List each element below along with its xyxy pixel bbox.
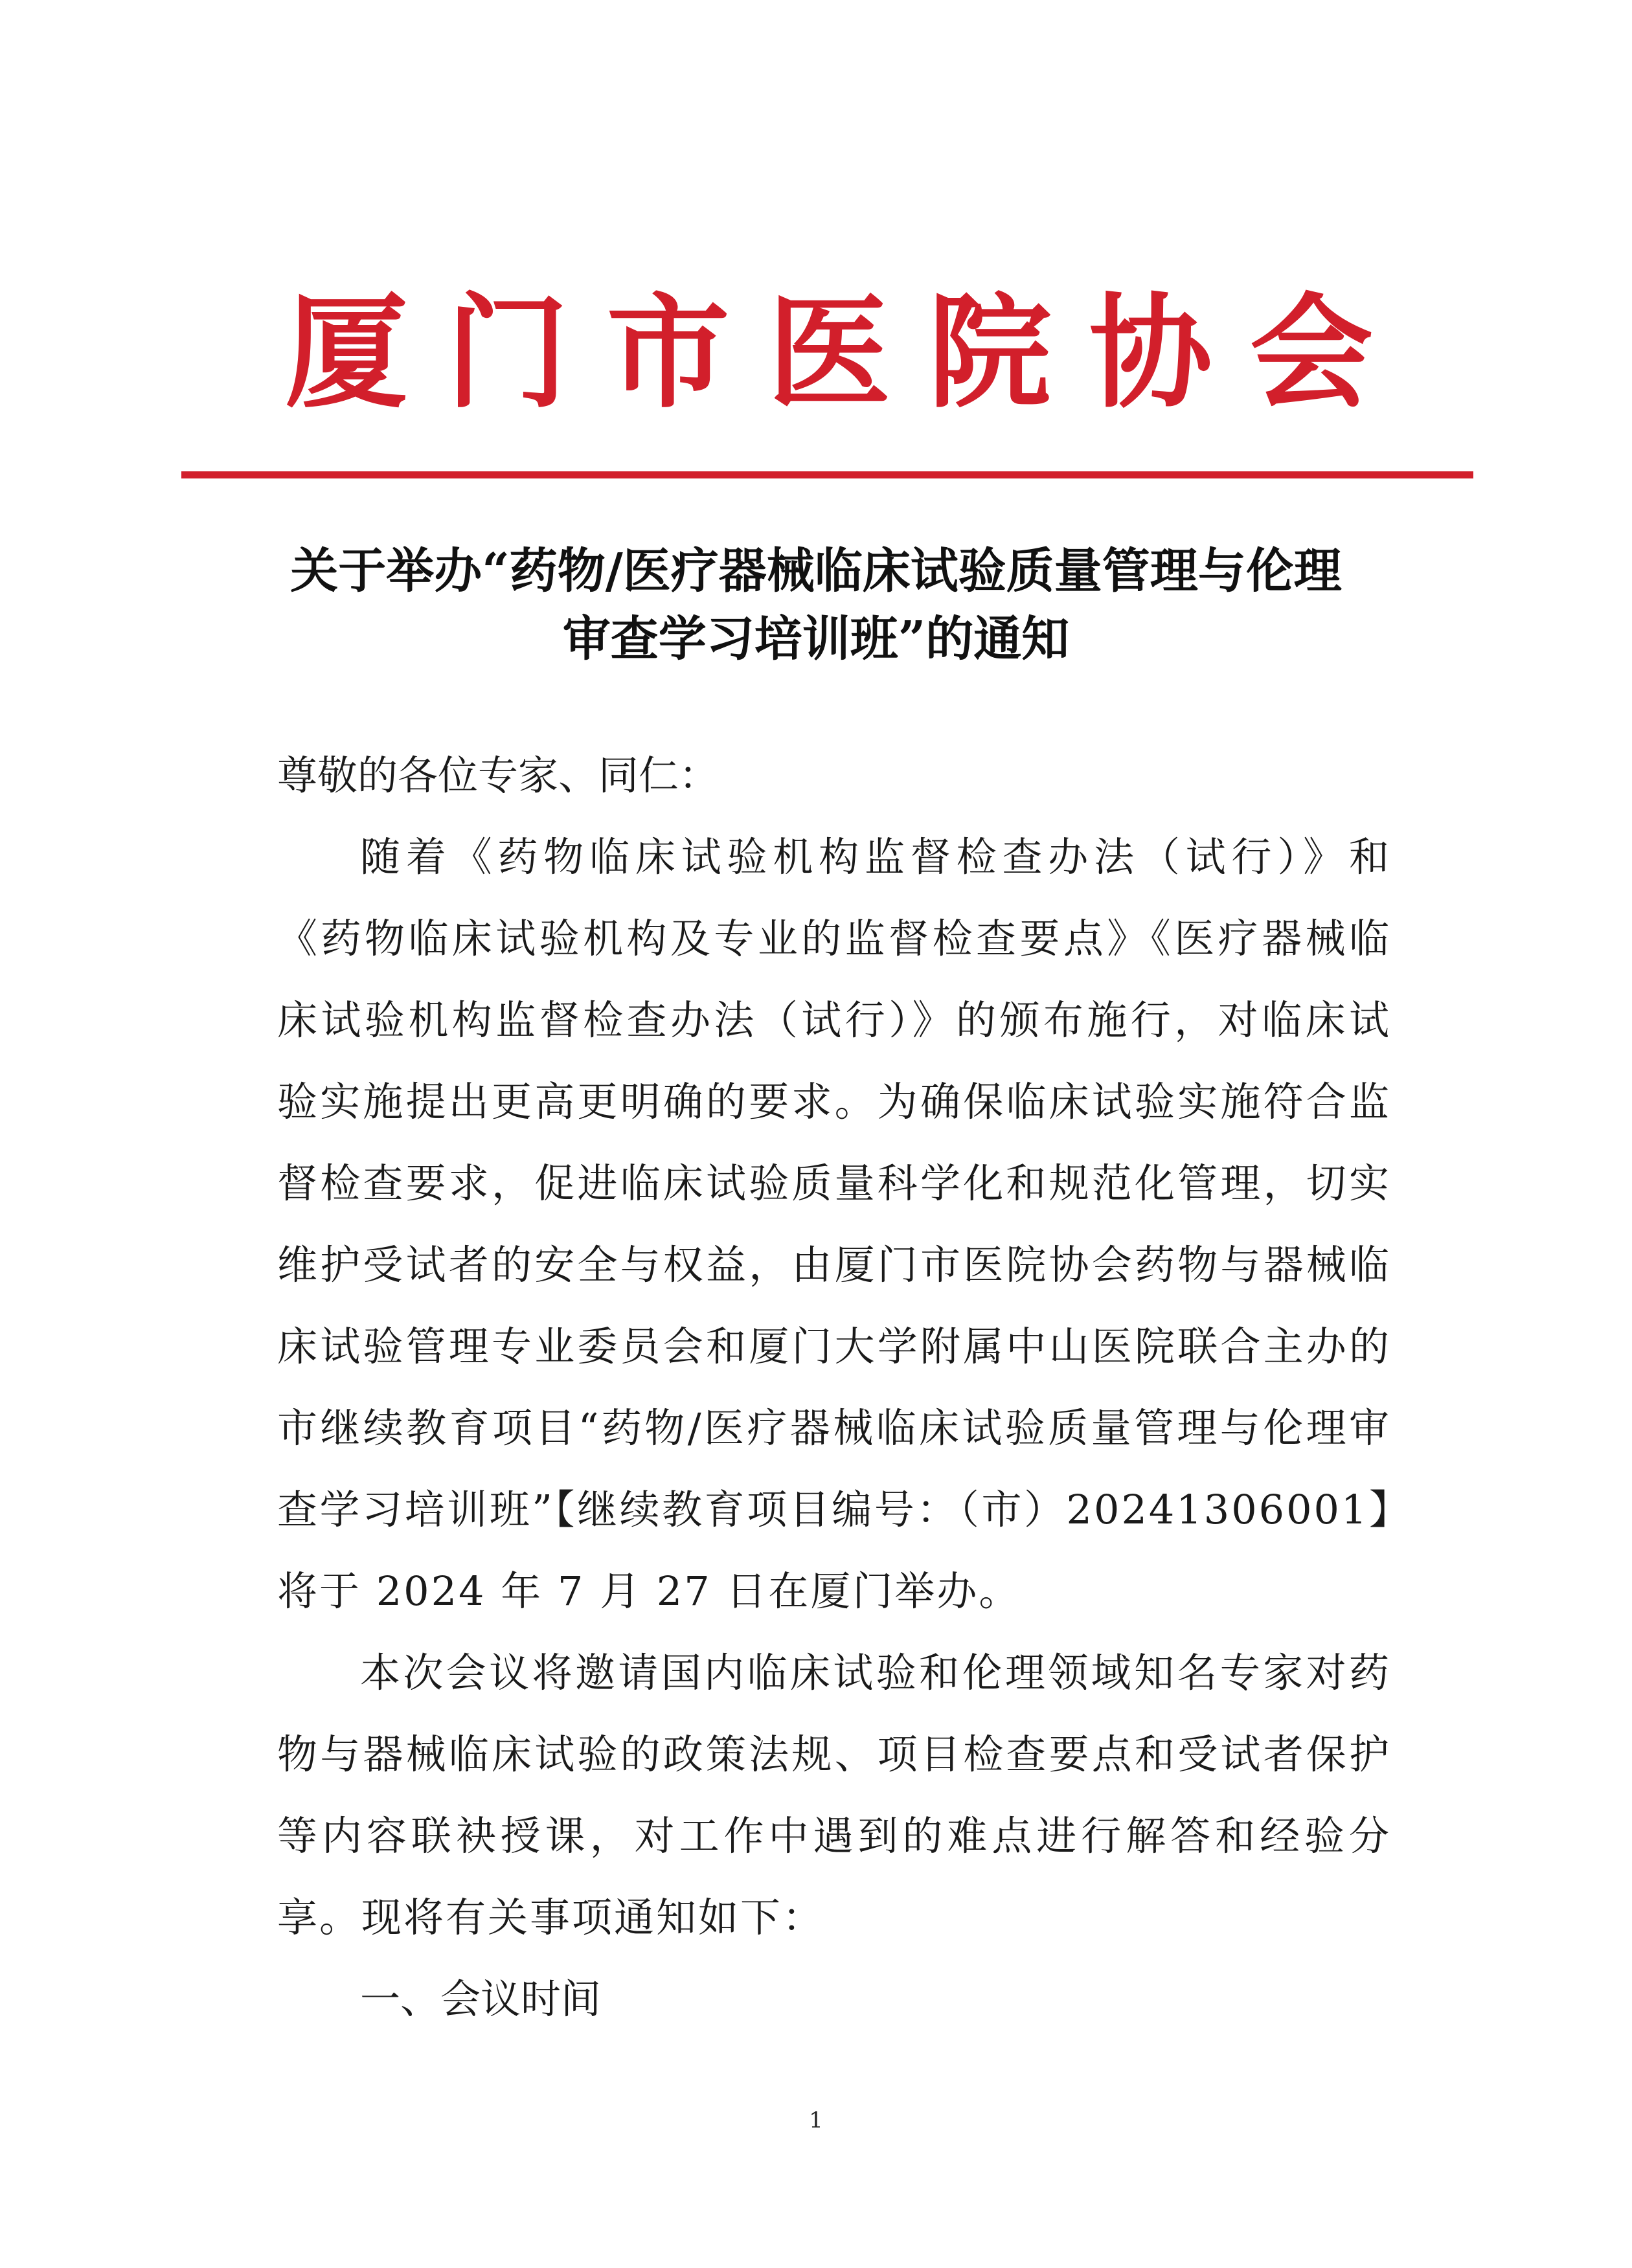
letterhead-char: 医 bbox=[767, 280, 890, 425]
paragraph-background: 随着《药物临床试验机构监督检查办法（试行）》和《药物临床试验机构及专业的监督检查要点》《医疗器械临床试验机构监督检查办法（试行）》的颁布施行，对临床试验实施提出更高更明确的要求。为确保临床试验实施符合监督检查要求，促进临床试验质量科学化和规范化管理，切实维护受试者的安全与权益，由厦门市医院协会药物与器械临床试验管理专业委员会和厦门大学附属中山医院联合主办的市继续教育项目“药物/医疗器械临床试验质量管理与伦理审查学习培训班”【继续教育项目编号：（市）20241306001】将于 2024 年 7 月 27 日在厦门举办。 bbox=[277, 833, 1391, 1615]
page-number: 1 bbox=[809, 2107, 823, 2133]
paragraph-agenda: 本次会议将邀请国内临床试验和伦理领域知名专家对药物与器械临床试验的政策法规、项目检查要点和受试者保护等内容联袂授课，对工作中遇到的难点进行解答和经验分享。现将有关事项通知如下： bbox=[277, 1649, 1391, 1941]
notice-body bbox=[277, 735, 1391, 2040]
section-heading-meeting-time: 一、会议时间 bbox=[360, 1975, 602, 2023]
letterhead-char: 市 bbox=[606, 280, 730, 425]
letterhead-divider bbox=[181, 471, 1473, 478]
salutation: 尊敬的各位专家、同仁： bbox=[277, 752, 720, 799]
notice-title-line-1: 关于举办“药物/医疗器械临床试验质量管理与伦理 bbox=[290, 543, 1342, 599]
letterhead-char: 门 bbox=[446, 280, 569, 425]
organization-letterhead bbox=[285, 278, 1373, 427]
notice-title-line-2: 审查学习培训班”的通知 bbox=[562, 611, 1070, 667]
letterhead-char: 院 bbox=[928, 280, 1052, 425]
letterhead-char: 厦 bbox=[285, 280, 409, 425]
notice-title bbox=[194, 537, 1438, 673]
letterhead-char: 协 bbox=[1089, 280, 1212, 425]
letterhead-char: 会 bbox=[1249, 280, 1373, 425]
